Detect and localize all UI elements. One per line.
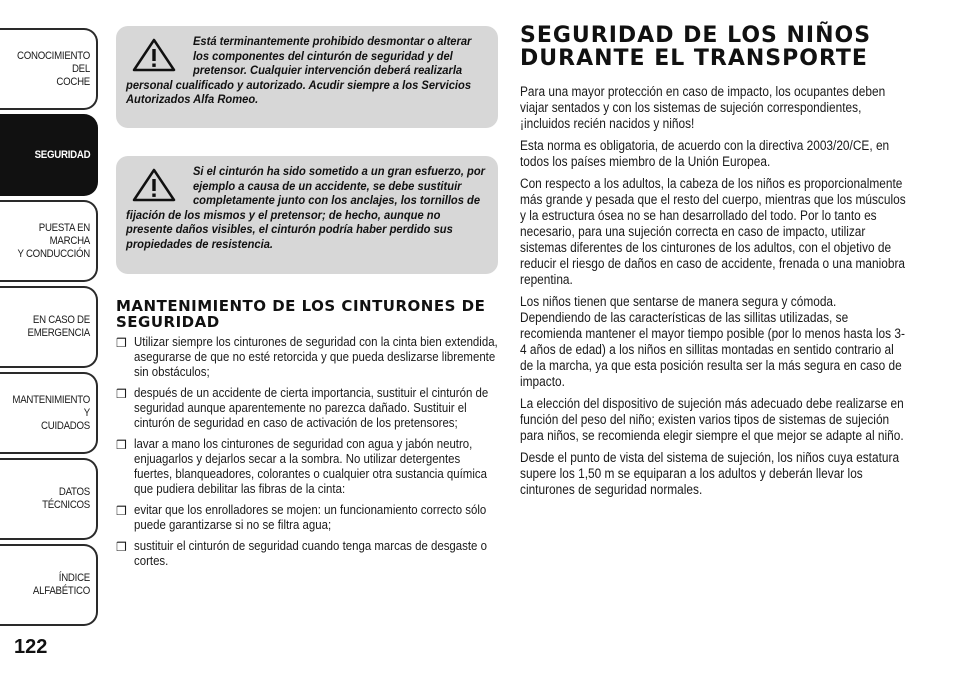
list-item xyxy=(116,334,500,379)
list-item xyxy=(116,385,500,430)
list-item xyxy=(116,502,500,532)
tab-label: SEGURIDAD xyxy=(34,148,90,161)
paragraph xyxy=(520,138,912,170)
tab-en-caso-de-emergencia[interactable] xyxy=(0,286,98,368)
tab-label: DATOS TÉCNICOS xyxy=(42,486,90,511)
paragraph-text: Desde el punto de vista del sistema de sujeción, los niños cuya estatura supere los 1,50 m se equiparan a los adultos y deberán llevar los cinturones de seguridad normales. xyxy=(520,450,900,497)
paragraph-text: Con respecto a los adultos, la cabeza de los niños es proporcionalmente más grande y pesada que el resto del cuerpo, mientras que los músculos y la estructura ósea no se han desarrollado del todo. Por lo tanto es necesario, para una sujeción correcta en caso de impacto, utilizar sistemas diferentes de los cinturones de los adultos, con el objetivo de reducir el riesgo de daños en caso de accidente, frenada o una maniobra repentina. xyxy=(520,176,906,287)
checkbox-bullet-icon: ❒ xyxy=(116,387,127,401)
maintenance-title: MANTENIMIENTO DE LOS CINTURONES DE SEGURIDAD xyxy=(116,297,486,331)
checkbox-bullet-icon: ❒ xyxy=(116,438,127,452)
child-safety-title: SEGURIDAD DE LOS NIÑOS DURANTE EL TRANSPORTE xyxy=(520,23,872,71)
tab-conocimiento-del-coche[interactable] xyxy=(0,28,98,110)
checkbox-bullet-icon: ❒ xyxy=(116,336,127,350)
page-number: 122 xyxy=(14,636,48,658)
paragraph-text: Para una mayor protección en caso de impacto, los ocupantes deben viajar sentados y con los sistemas de sujeción correspondientes, ¡incluidos recién nacidos y niños! xyxy=(520,84,886,131)
tab-indice-alfabetico[interactable] xyxy=(0,544,98,626)
tab-puesta-en-marcha[interactable] xyxy=(0,200,98,282)
paragraph xyxy=(520,450,912,498)
child-safety-section xyxy=(520,24,912,504)
checkbox-bullet-icon: ❒ xyxy=(116,540,127,554)
warning-box-stress xyxy=(116,156,498,274)
maintenance-list xyxy=(116,334,500,568)
paragraph xyxy=(520,294,912,390)
list-item-text: Utilizar siempre los cinturones de seguridad con la cinta bien extendida, asegurarse de que no esté retorcida y que pueda deslizarse libremente sin obstáculos; xyxy=(134,334,498,379)
tab-label: EN CASO DE EMERGENCIA xyxy=(27,314,90,339)
tab-label: ÍNDICE ALFABÉTICO xyxy=(32,572,90,597)
list-item-text: sustituir el cinturón de seguridad cuando tenga marcas de desgaste o cortes. xyxy=(134,538,487,568)
maintenance-section xyxy=(116,298,500,574)
list-item-text: después de un accidente de cierta importancia, sustituir el cinturón de seguridad aunque aparentemente no parezca dañado. Sustituir el cinturón de seguridad en caso de activación de los pretensores; xyxy=(134,385,489,430)
warning-box-disassembly xyxy=(116,26,498,128)
paragraph-text: Esta norma es obligatoria, de acuerdo con la directiva 2003/20/CE, en todos los países miembro de la Unión Europea. xyxy=(520,138,890,169)
tab-datos-tecnicos[interactable] xyxy=(0,458,98,540)
paragraph-text: La elección del dispositivo de sujeción más adecuado debe realizarse en función del peso del niño; existen varios tipos de sistemas de sujeción para niños, se recomienda elegir siempre el que mejor se adapte al niño. xyxy=(520,396,904,443)
tab-seguridad[interactable] xyxy=(0,114,98,196)
paragraph xyxy=(520,176,912,288)
warning-text: Está terminantemente prohibido desmontar o alterar los componentes del cinturón de seguridad y del pretensor. Cualquier intervención deberá realizarla personal cualificado y autorizado. Acudir siempre a los Servicios Autorizados Alfa Romeo. xyxy=(126,34,472,106)
warning-text: Si el cinturón ha sido sometido a un gran esfuerzo, por ejemplo a causa de un accidente, se debe sustituir completamente junto con los anclajes, los tornillos de fijación de los mismos y el pretensor; de hecho, aunque no presente daños visibles, el cinturón podría haber perdido sus propiedades de resistencia. xyxy=(126,164,486,251)
list-item-text: lavar a mano los cinturones de seguridad con agua y jabón neutro, enjuagarlos y dejarlos secar a la sombra. No utilizar detergentes fuertes, blanqueadores, colorantes o cualquier otra sustancia química que pudiera debilitar las fibras de la cinta: xyxy=(134,436,487,496)
paragraph-text: Los niños tienen que sentarse de manera segura y cómoda. Dependiendo de las características de las sillitas utilizadas, se recomienda mantener el mayor tiempo posible (por lo menos hasta los 3-4 años de edad) a los niños en sillitas montadas en sentido contrario al de la marcha, ya que esta posición resulta ser la más segura en caso de impacto. xyxy=(520,294,905,389)
tab-label: PUESTA EN MARCHA Y CONDUCCIÓN xyxy=(17,221,91,260)
tab-mantenimiento[interactable] xyxy=(0,372,98,454)
list-item-text: evitar que los enrolladores se mojen: un funcionamiento correcto sólo puede garantizarse si no se filtra agua; xyxy=(134,502,487,532)
paragraph xyxy=(520,84,912,132)
tab-label: MANTENIMIENTO Y CUIDADOS xyxy=(12,393,90,432)
list-item xyxy=(116,538,500,568)
paragraph xyxy=(520,396,912,444)
tab-label: CONOCIMIENTO DEL COCHE xyxy=(16,49,90,88)
checkbox-bullet-icon: ❒ xyxy=(116,504,127,518)
list-item xyxy=(116,436,500,496)
